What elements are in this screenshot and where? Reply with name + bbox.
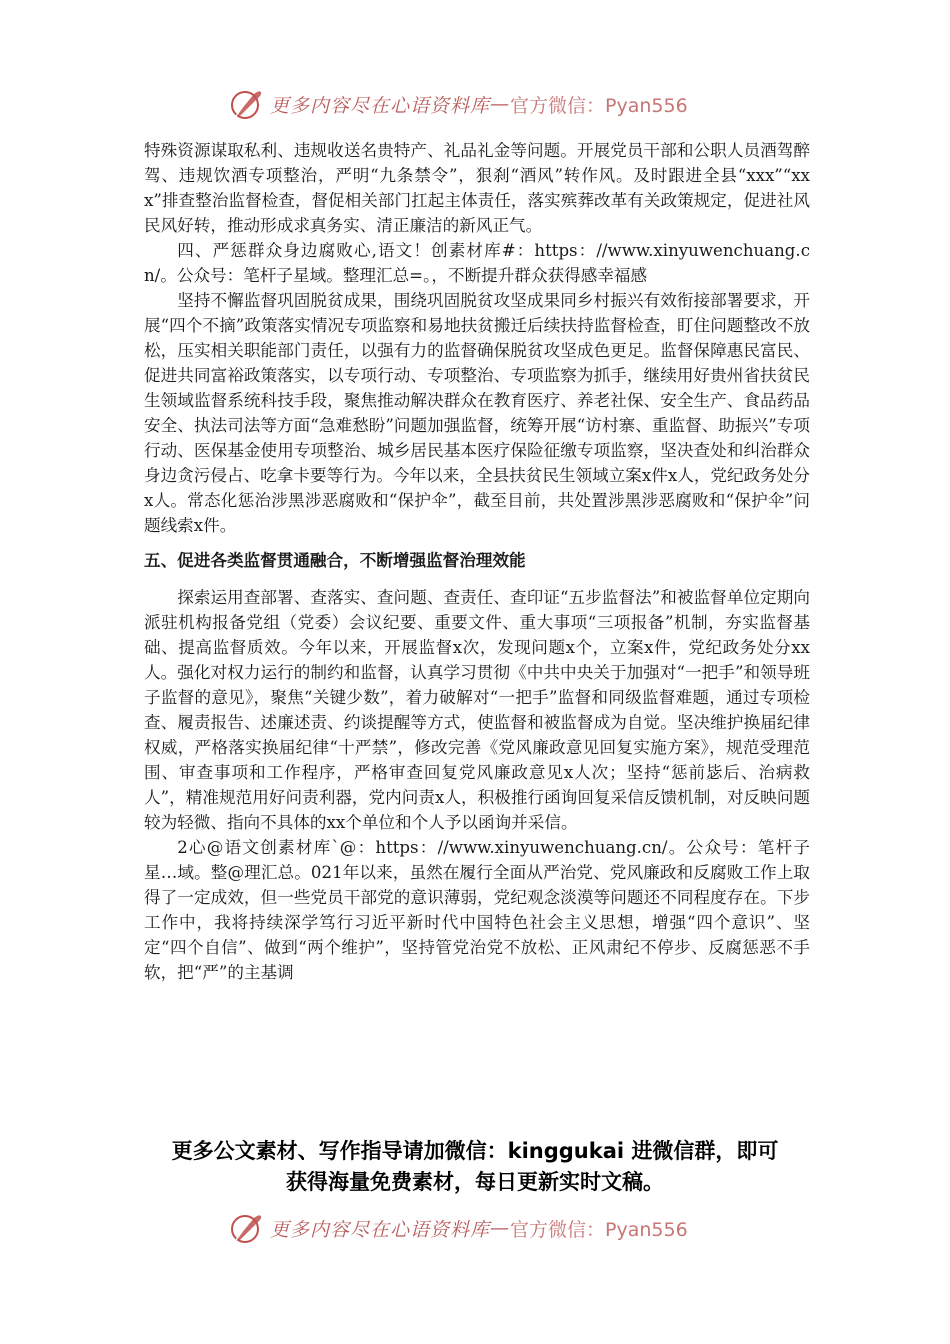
section-five-heading: 五、促进各类监督贯通融合，不断增强监督治理效能 [144, 551, 526, 570]
promo-line-1: 更多公文素材、写作指导请加微信：kinggukai 进微信群，即可 [171, 1139, 779, 1163]
banner-dash: — [490, 93, 511, 115]
footer-site-name: 更多内容尽在心语资料库 [270, 1218, 491, 1241]
quill-logo-icon [228, 1210, 264, 1246]
paragraph-continuation: 特殊资源谋取私利、违规收送名贵特产、礼品礼金等问题。开展党员干部和公职人员酒驾醉驾、违规饮酒专项整治，严明“九条禁令”，狠刹“酒风”转作风。及时跟进全县“xxx”“xxx”排查整治监督检查，督促相关部门扛起主体责任，落实殡葬改革有关政策规定，促进社风民风好转，推动形成求真务实、清正廉洁的新风正气。 [144, 141, 810, 235]
paragraph-conclusion: 2心@语文创素材库`@：https：//www.xinyuwenchuang.cn/。公众号：笔杆子星…域。整@理汇总。021年以来，虽然在履行全面从严治党、党风廉政和反腐败工作上取得了一定成效，但一些党员干部党的意识薄弱，党纪观念淡漠等问题还不同程度存在。下步工作中，我将持续深学笃行习近平新时代中国特色社会主义思想，增强“四个意识”、坚定“四个自信”、做到“两个维护”，坚持管党治党不放松、正风肃纪不停步、反腐惩恶不手软，把“严”的主基调 [144, 838, 810, 982]
quill-logo-icon [228, 86, 264, 122]
header-banner [228, 84, 748, 124]
footer-wechat: 官方微信：Pyan556 [510, 1218, 688, 1241]
paragraph-supervision-integration: 探索运用查部署、查落实、查问题、查责任、查印证“五步监督法”和被监督单位定期向派驻机构报备党组（党委）会议纪要、重要文件、重大事项“三项报备”机制，夯实监督基础、提高监督质效。今年以来，开展监督x次，发现问题x个，立案x件，党纪政务处分xx人。强化对权力运行的制约和监督，认真学习贯彻《中共中央关于加强对“一把手”和领导班子监督的意见》，聚焦“关键少数”，着力破解对“一把手”监督和同级监督难题，通过专项检查、履责报告、述廉述责、约谈提醒等方式，使监督和被监督成为自觉。坚决维护换届纪律权威，严格落实换届纪律“十严禁”，修改完善《党风廉政意见回复实施方案》，规范受理范围、审查事项和工作程序，严格审查回复党风廉政意见x人次；坚持“惩前毖后、治病救人”，精准规范用好问责利器，党内问责x人，积极推行函询回复采信反馈机制，对反映问题较为轻微、指向不具体的xx个单位和个人予以函询并采信。 [144, 588, 810, 832]
promo-notice [130, 1136, 820, 1198]
footer-banner [228, 1208, 748, 1248]
section-four-title: 四、严惩群众身边腐败心,语文！创素材库#：https：//www.xinyuwenchuang.cn/。公众号：笔杆子星域。整理汇总=。，不断提升群众获得感幸福感 [144, 241, 810, 285]
promo-line-2: 获得海量免费素材，每日更新实时文稿。 [286, 1170, 664, 1194]
document-body [144, 138, 810, 985]
paragraph-poverty-supervision: 坚持不懈监督巩固脱贫成果，围绕巩固脱贫攻坚成果同乡村振兴有效衔接部署要求，开展“四个不摘”政策落实情况专项监察和易地扶贫搬迁后续扶持监督检查，盯住问题整改不放松，压实相关职能部门责任，以强有力的监督确保脱贫攻坚成色更足。监督保障惠民富民、促进共同富裕政策落实，以专项行动、专项整治、专项监察为抓手，继续用好贵州省扶贫民生领域监督系统科技手段，聚焦推动解决群众在教育医疗、养老社保、安全生产、食品药品安全、执法司法等方面“急难愁盼”问题加强监督，统筹开展“访村寨、重监督、助振兴”专项行动、医保基金使用专项整治、城乡居民基本医疗保险征缴专项监察，坚决查处和纠治群众身边贪污侵占、吃拿卡要等行为。今年以来，全县扶贫民生领域立案x件x人，党纪政务处分x人。常态化惩治涉黑涉恶腐败和“保护伞”，截至目前，共处置涉黑涉恶腐败和“保护伞”问题线索x件。 [144, 291, 810, 535]
banner-site-name: 更多内容尽在心语资料库 [270, 94, 491, 117]
footer-dash: — [490, 1217, 511, 1239]
banner-wechat: 官方微信：Pyan556 [510, 94, 688, 117]
